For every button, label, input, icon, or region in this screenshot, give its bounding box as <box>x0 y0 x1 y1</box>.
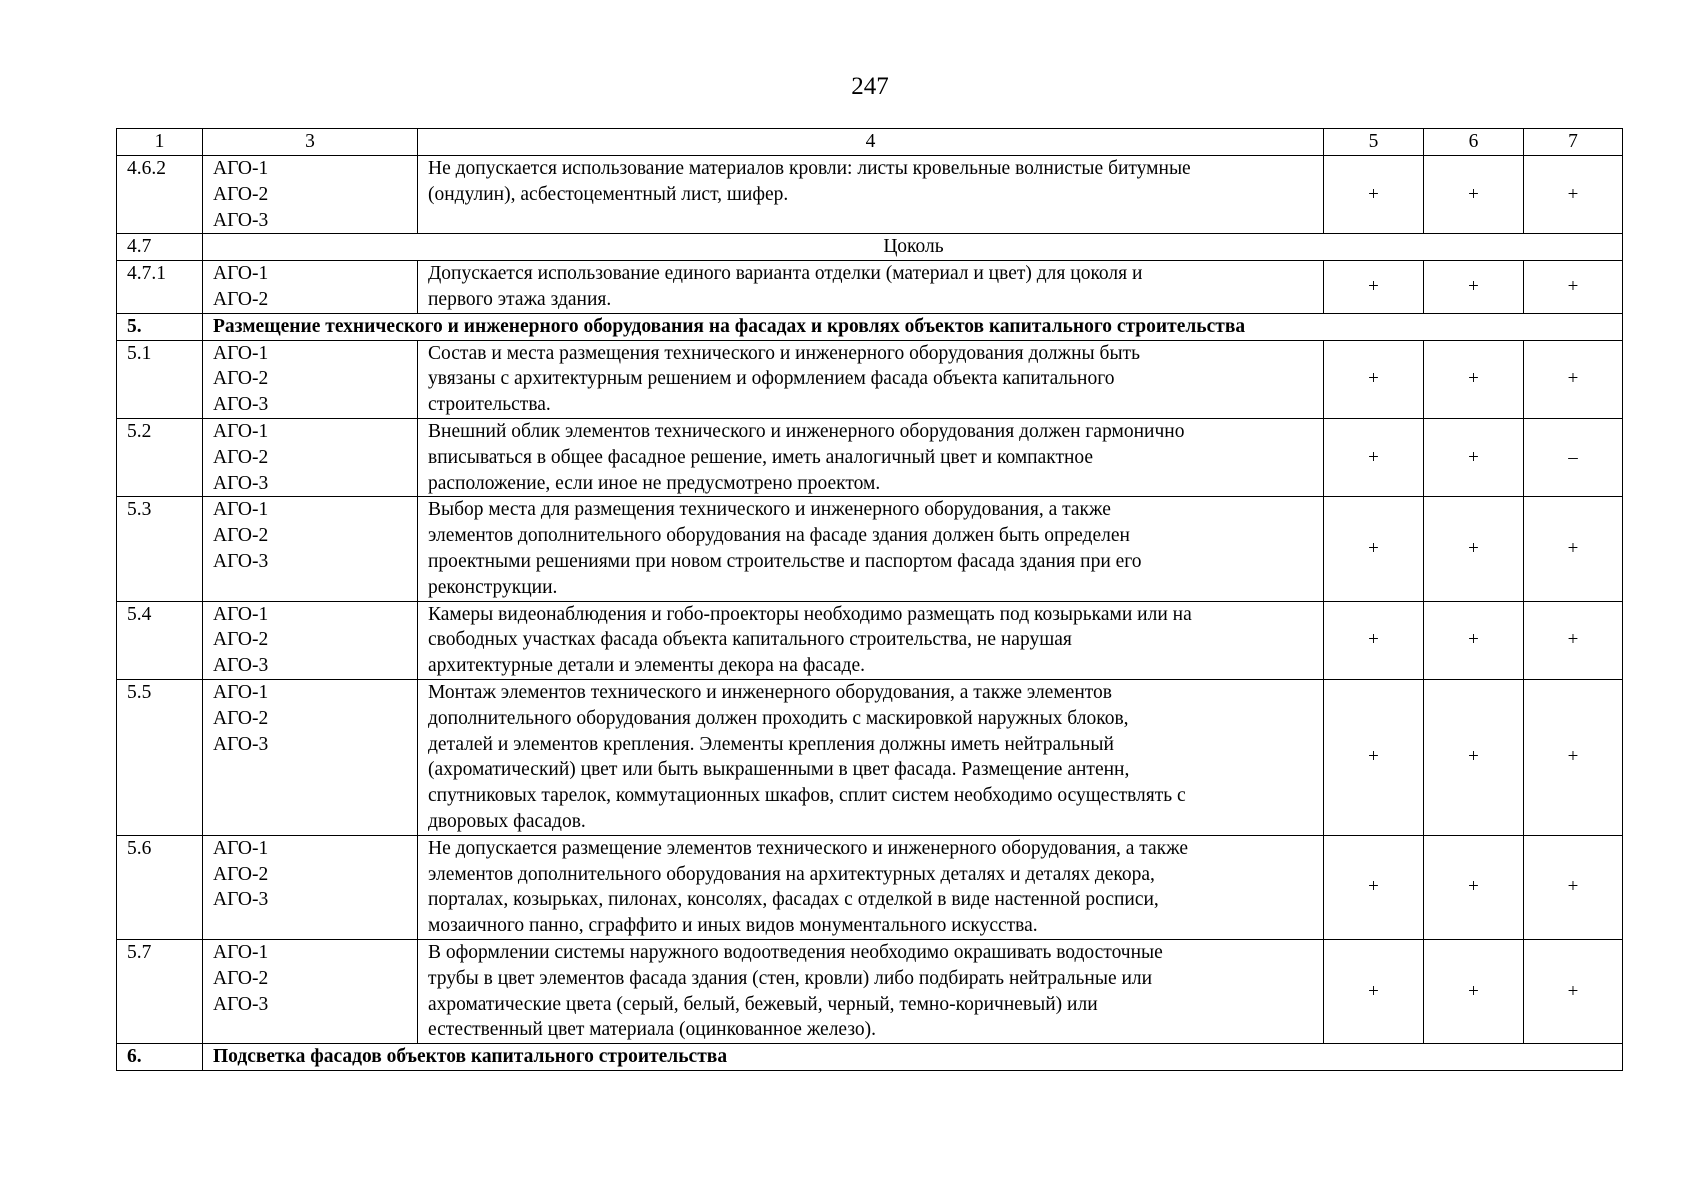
section-title: Размещение технического и инженерного оборудования на фасадах и кровлях объектов капитального строительства <box>203 313 1623 340</box>
zone-codes <box>203 601 418 679</box>
requirements-table <box>116 128 1623 1071</box>
applicability-mark: + <box>1424 835 1524 939</box>
requirement-text <box>418 497 1324 601</box>
zone-code: АГО-2 <box>213 368 269 390</box>
requirement-line: Внешний облик элементов технического и инженерного оборудования должен гармонично <box>428 420 1185 442</box>
zone-code: АГО-1 <box>213 681 269 703</box>
applicability-mark: + <box>1424 261 1524 314</box>
column-header: 5 <box>1324 129 1424 156</box>
section-number: 5. <box>117 313 203 340</box>
zone-code: АГО-2 <box>213 629 269 651</box>
zone-code: АГО-1 <box>213 263 269 285</box>
zone-code: АГО-3 <box>213 993 269 1015</box>
requirement-text <box>418 418 1324 496</box>
applicability-mark: + <box>1324 156 1424 234</box>
row-number: 5.5 <box>117 679 203 835</box>
row-number: 4.7.1 <box>117 261 203 314</box>
zone-codes <box>203 261 418 314</box>
table-row <box>117 679 1623 835</box>
requirement-line: В оформлении системы наружного водоотведения необходимо окрашивать водосточные <box>428 941 1163 963</box>
applicability-mark: + <box>1524 939 1623 1043</box>
applicability-mark: + <box>1524 601 1623 679</box>
column-header: 1 <box>117 129 203 156</box>
zone-code: АГО-2 <box>213 446 269 468</box>
zone-code: АГО-1 <box>213 342 269 364</box>
zone-code: АГО-2 <box>213 183 269 205</box>
zone-code: АГО-3 <box>213 889 269 911</box>
zone-code: АГО-3 <box>213 733 269 755</box>
row-number: 5.7 <box>117 939 203 1043</box>
applicability-mark: + <box>1424 340 1524 418</box>
row-number: 4.6.2 <box>117 156 203 234</box>
requirement-line: расположение, если иное не предусмотрено проектом. <box>428 472 881 494</box>
requirement-line: Не допускается размещение элементов технического и инженерного оборудования, а также <box>428 837 1189 859</box>
applicability-mark: + <box>1424 679 1524 835</box>
applicability-mark: + <box>1524 835 1623 939</box>
table-row <box>117 601 1623 679</box>
requirement-line: элементов дополнительного оборудования на фасаде здания должен быть определен <box>428 525 1130 547</box>
table-row <box>117 939 1623 1043</box>
requirement-line: спутниковых тарелок, коммутационных шкафов, сплит систем необходимо осуществлять с <box>428 785 1186 807</box>
subsection-header-row <box>117 234 1623 261</box>
column-header: 6 <box>1424 129 1524 156</box>
requirement-text <box>418 340 1324 418</box>
zone-code: АГО-2 <box>213 967 269 989</box>
requirement-line: дворовых фасадов. <box>428 810 586 832</box>
zone-code: АГО-1 <box>213 837 269 859</box>
section-header-row <box>117 1044 1623 1071</box>
applicability-mark: + <box>1324 835 1424 939</box>
applicability-mark: + <box>1324 418 1424 496</box>
applicability-mark: + <box>1324 601 1424 679</box>
requirement-line: вписываться в общее фасадное решение, иметь аналогичный цвет и компактное <box>428 446 1094 468</box>
section-header-row <box>117 313 1623 340</box>
zone-codes <box>203 679 418 835</box>
zone-code: АГО-1 <box>213 941 269 963</box>
table-row <box>117 261 1623 314</box>
applicability-mark: + <box>1324 497 1424 601</box>
zone-code: АГО-2 <box>213 525 269 547</box>
column-header: 7 <box>1524 129 1623 156</box>
requirement-line: порталах, козырьках, пилонах, консолях, фасадах с отделкой в виде настенной росписи, <box>428 889 1159 911</box>
requirement-line: реконструкции. <box>428 576 558 598</box>
zone-code: АГО-1 <box>213 420 269 442</box>
applicability-mark: + <box>1524 261 1623 314</box>
requirement-line: первого этажа здания. <box>428 288 612 310</box>
zone-codes <box>203 418 418 496</box>
zone-codes <box>203 835 418 939</box>
section-title: Подсветка фасадов объектов капитального строительства <box>203 1044 1623 1071</box>
applicability-mark: + <box>1524 497 1623 601</box>
requirement-line: мозаичного панно, сграффито и иных видов монументального искусства. <box>428 915 1038 937</box>
applicability-mark: + <box>1524 340 1623 418</box>
column-header: 3 <box>203 129 418 156</box>
table-row <box>117 418 1623 496</box>
zone-code: АГО-3 <box>213 655 269 677</box>
requirement-line: Камеры видеонаблюдения и гобо-проекторы необходимо размещать под козырьками или на <box>428 603 1192 625</box>
requirement-line: архитектурные детали и элементы декора на фасаде. <box>428 655 866 677</box>
requirement-line: дополнительного оборудования должен проходить с маскировкой наружных блоков, <box>428 707 1129 729</box>
applicability-mark: + <box>1524 156 1623 234</box>
requirement-text <box>418 601 1324 679</box>
page-number: 247 <box>851 73 889 100</box>
table-row <box>117 497 1623 601</box>
requirement-text <box>418 156 1324 234</box>
requirement-line: ахроматические цвета (серый, белый, бежевый, черный, темно-коричневый) или <box>428 993 1098 1015</box>
requirement-text <box>418 261 1324 314</box>
table-row <box>117 156 1623 234</box>
requirement-line: деталей и элементов крепления. Элементы крепления должны иметь нейтральный <box>428 733 1114 755</box>
requirement-line: Допускается использование единого варианта отделки (материал и цвет) для цоколя и <box>428 263 1143 285</box>
table-row <box>117 340 1623 418</box>
column-header: 4 <box>418 129 1324 156</box>
subsection-number: 4.7 <box>117 234 203 261</box>
requirement-text <box>418 939 1324 1043</box>
row-number: 5.2 <box>117 418 203 496</box>
row-number: 5.1 <box>117 340 203 418</box>
section-number: 6. <box>117 1044 203 1071</box>
applicability-mark: + <box>1524 679 1623 835</box>
requirement-line: трубы в цвет элементов фасада здания (стен, кровли) либо подбирать нейтральные или <box>428 967 1153 989</box>
applicability-mark: + <box>1424 939 1524 1043</box>
subsection-title: Цоколь <box>203 234 1623 261</box>
requirement-line: проектными решениями при новом строительстве и паспортом фасада здания при его <box>428 550 1142 572</box>
zone-code: АГО-3 <box>213 550 269 572</box>
requirement-line: строительства. <box>428 394 551 416</box>
zone-code: АГО-2 <box>213 707 269 729</box>
applicability-mark: + <box>1324 340 1424 418</box>
requirement-line: свободных участках фасада объекта капитального строительства, не нарушая <box>428 629 1072 651</box>
zone-code: АГО-3 <box>213 394 269 416</box>
applicability-mark: – <box>1524 418 1623 496</box>
table-body <box>117 129 1623 1071</box>
zone-code: АГО-3 <box>213 472 269 494</box>
applicability-mark: + <box>1424 601 1524 679</box>
applicability-mark: + <box>1324 679 1424 835</box>
zone-code: АГО-1 <box>213 499 269 521</box>
zone-codes <box>203 497 418 601</box>
requirement-line: Монтаж элементов технического и инженерного оборудования, а также элементов <box>428 681 1112 703</box>
requirement-line: естественный цвет материала (оцинкованное железо). <box>428 1019 877 1041</box>
zone-code: АГО-1 <box>213 603 269 625</box>
applicability-mark: + <box>1324 939 1424 1043</box>
zone-codes <box>203 939 418 1043</box>
requirement-line: Состав и места размещения технического и инженерного оборудования должны быть <box>428 342 1140 364</box>
zone-code: АГО-3 <box>213 209 269 231</box>
requirement-line: Выбор места для размещения технического и инженерного оборудования, а также <box>428 499 1111 521</box>
row-number: 5.6 <box>117 835 203 939</box>
applicability-mark: + <box>1424 418 1524 496</box>
applicability-mark: + <box>1424 156 1524 234</box>
zone-code: АГО-2 <box>213 863 269 885</box>
applicability-mark: + <box>1324 261 1424 314</box>
zone-codes <box>203 156 418 234</box>
applicability-mark: + <box>1424 497 1524 601</box>
zone-codes <box>203 340 418 418</box>
table-row <box>117 835 1623 939</box>
zone-code: АГО-2 <box>213 288 269 310</box>
requirement-line: (ахроматический) цвет или быть выкрашенными в цвет фасада. Размещение антенн, <box>428 759 1130 781</box>
requirement-text <box>418 835 1324 939</box>
row-number: 5.3 <box>117 497 203 601</box>
column-header-row <box>117 129 1623 156</box>
zone-code: АГО-1 <box>213 158 269 179</box>
requirement-line: (ондулин), асбестоцементный лист, шифер. <box>428 183 789 205</box>
requirement-line: элементов дополнительного оборудования на архитектурных деталях и деталях декора, <box>428 863 1155 885</box>
requirement-text <box>418 679 1324 835</box>
row-number: 5.4 <box>117 601 203 679</box>
requirement-line: увязаны с архитектурным решением и оформлением фасада объекта капитального <box>428 368 1115 390</box>
requirement-line: Не допускается использование материалов кровли: листы кровельные волнистые битумные <box>428 158 1191 179</box>
